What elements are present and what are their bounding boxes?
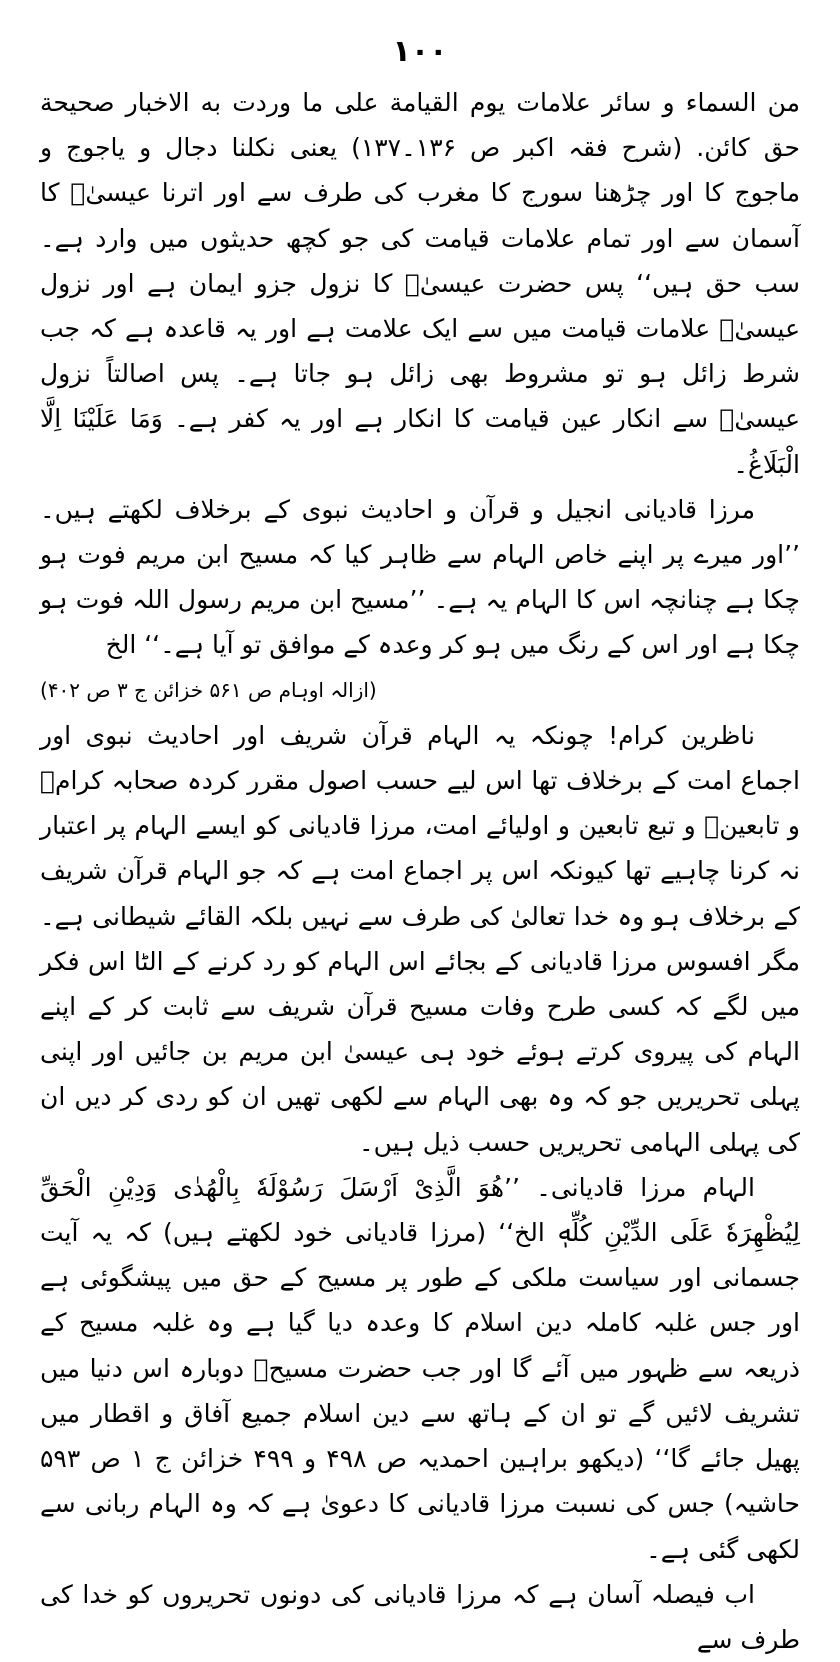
paragraph-5: اب فیصلہ آسان ہے کہ مرزا قادیانی کی دونوں تحریروں کو خدا کی طرف سے: [40, 1579, 800, 1654]
page-number: ١٠٠: [392, 34, 448, 69]
paragraph-4: الہام مرزا قادیانی۔ ’’هُوَ الَّذِیْ اَرْسَلَ رَسُوْلَهٗ بِالْهُدٰی وَدِیْنِ الْحَقِّ لِیُظْهِرَهٗ عَلَی الدِّیْنِ كُلِّهٖ الخ‘‘ (مرزا قادیانی خود لکھتے ہیں) کہ یہ آیت جسمانی اور سیاست ملکی کے طور پر مسیح کے حق میں پیشگوئی ہے اور جس غلبہ کاملہ دین اسلام کا وعدہ دیا گیا ہے وہ غلبہ مسیح کے ذریعہ سے ظہور میں آئے گا اور جب حضرت مسیحؑ دوبارہ اس دنیا میں تشریف لائیں گے تو ان کے ہاتھ سے دین اسلام جمیع آفاق و اقطار میں پھیل جائے گا‘‘ (دیکھو براہین احمدیہ ص ۴۹۸ و ۴۹۹ خزائن ج ۱ ص ۵۹۳ حاشیہ) جس کی نسبت مرزا قادیانی کا دعویٰ ہے کہ وہ الہام ربانی سے لکھی گئی ہے۔: [40, 1172, 800, 1564]
paragraph-1: من السماء و سائر علامات یوم القیامة علی ما وردت به الاخبار صحیحة حق کائن. (شرح فقہ اکبر ص ۱۳۶۔۱۳۷) یعنی نکلنا دجال و یاجوج و ماجوج کا اور چڑھنا سورج کا مغرب کی طرف سے اور اترنا عیسیٰؑ کا آسمان سے اور تمام علامات قیامت کی جو کچھ حدیثوں میں وارد ہے۔ سب حق ہیں‘‘ پس حضرت عیسیٰؑ کا نزول جزو ایمان ہے اور نزول عیسیٰؑ علامات قیامت میں سے ایک علامت ہے اور یہ قاعدہ ہے کہ جب شرط زائل ہو تو مشروط بھی زائل ہو جاتا ہے۔ پس اصالتاً نزول عیسیٰؑ سے انکار عین قیامت کا انکار ہے اور یہ کفر ہے۔ وَمَا عَلَیْنَا اِلَّا الْبَلَاغُ۔: [40, 88, 800, 479]
paragraph-2: مرزا قادیانی انجیل و قرآن و احادیث نبوی کے برخلاف لکھتے ہیں۔ ’’اور میرے پر اپنے خاص الہام سے ظاہر کیا کہ مسیح ابن مریم فوت ہو چکا ہے چنانچہ اس کا الہام یہ ہے۔ ’’مسیح ابن مریم رسول اللہ فوت ہو چکا ہے اور اس کے رنگ میں ہو کر وعدہ کے موافق تو آیا ہے۔‘‘ الخ: [40, 494, 800, 660]
reference-citation: (ازالہ اوہام ص ۵۶۱ خزائن ج ۳ ص ۴۰۲): [40, 677, 377, 702]
paragraph-3: ناظرین کرام! چونکہ یہ الہام قرآن شریف اور احادیث نبوی اور اجماع امت کے برخلاف تھا اس لیے حسب اصول مقرر کردہ صحابہ کرامؓ و تابعینؒ و تبع تابعین و اولیائے امت، مرزا قادیانی کو ایسے الہام پر اعتبار نہ کرنا چاہیے تھا کیونکہ اس پر اجماع امت ہے کہ جو الہام قرآن شریف کے برخلاف ہو وہ خدا تعالیٰ کی طرف سے نہیں بلکہ القائے شیطانی ہے۔ مگر افسوس مرزا قادیانی کے بجائے اس الہام کو رد کرنے کے الٹا اس فکر میں لگے کہ کسی طرح وفات مسیح قرآن شریف سے ثابت کر کے اپنے الہام کی پیروی کرتے ہوئے خود ہی عیسیٰ ابن مریم بن جائیں اور اپنی پہلی تحریریں جو کہ وہ بھی الہام سے لکھی تھیں ان کو ردی کر دیں ان کی پہلی الہامی تحریریں حسب ذیل ہیں۔: [40, 720, 800, 1157]
